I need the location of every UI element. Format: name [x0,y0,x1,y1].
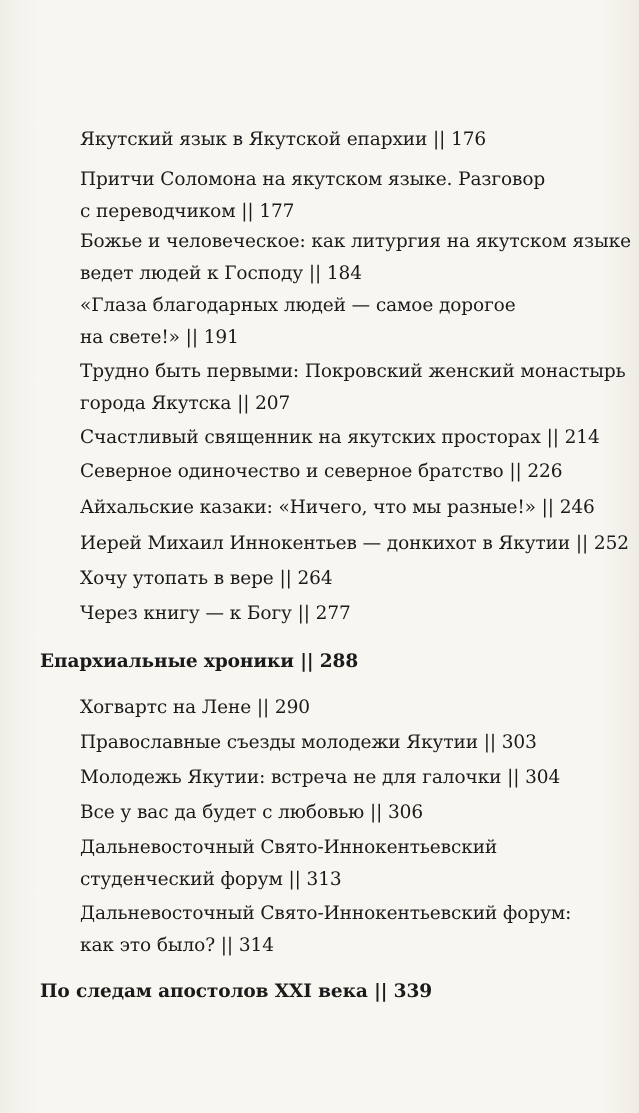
toc-entry-line: ведет людей к Господу || 184 [80,263,362,284]
toc-entry [80,762,560,794]
toc-entry-line: Иерей Михаил Иннокентьев — донкихот в Якутии || 252 [80,533,629,554]
toc-entry-line: Притчи Соломона на якутском языке. Разговор [80,169,546,190]
toc-entry-line: Якутский язык в Якутской епархии || 176 [80,129,487,150]
toc-entry [80,422,600,454]
toc-entry [80,528,629,560]
toc-entry-line: как это было? || 314 [80,935,274,956]
toc-entry-line: Через книгу — к Богу || 277 [80,603,351,624]
toc-entry-line: Дальневосточный Свято-Иннокентьевский [80,837,498,858]
toc-section-heading [40,976,432,1008]
toc-entry-line: с переводчиком || 177 [80,201,295,222]
toc-entry-line: Православные съезды молодежи Якутии || 303 [80,732,537,753]
toc-entry [80,226,631,290]
toc-entry-line: Северное одиночество и северное братство || 226 [80,461,563,482]
toc-entry-line: Хочу утопать в вере || 264 [80,568,333,589]
toc-section-title: По следам апостолов XXI века || 339 [40,981,433,1002]
toc-entry [80,832,497,896]
toc-entry-line: Молодежь Якутии: встреча не для галочки || 304 [80,767,561,788]
toc-entry [80,692,310,724]
toc-entry [80,492,595,524]
toc-entry-line: Божье и человеческое: как литургия на якутском языке [80,231,631,252]
toc-section-title: Епархиальные хроники || 288 [40,651,359,672]
toc-entry-line: Айхальские казаки: «Ничего, что мы разные!» || 246 [80,497,595,518]
toc-entry-line: Хогвартс на Лене || 290 [80,697,310,718]
toc-entry-line: «Глаза благодарных людей — самое дорогое [80,295,516,316]
toc-entry-line: города Якутска || 207 [80,393,291,414]
toc-entry [80,164,545,228]
toc-entry [80,898,571,962]
toc-entry [80,598,351,630]
toc-entry [80,563,333,595]
toc-entry [80,124,486,156]
toc-entry-line: Все у вас да будет с любовью || 306 [80,802,424,823]
toc-entry [80,356,626,420]
toc-entry [80,456,562,488]
toc-entry [80,290,516,354]
toc-entry-line: Счастливый священник на якутских просторах || 214 [80,427,600,448]
toc-entry-line: Трудно быть первыми: Покровский женский монастырь [80,361,626,382]
toc-entry-line: на свете!» || 191 [80,327,239,348]
toc-entry-line: студенческий форум || 313 [80,869,342,890]
toc-entry [80,727,537,759]
toc-section-heading [40,646,358,678]
toc-entry [80,797,423,829]
toc-entry-line: Дальневосточный Свято-Иннокентьевский форум: [80,903,572,924]
